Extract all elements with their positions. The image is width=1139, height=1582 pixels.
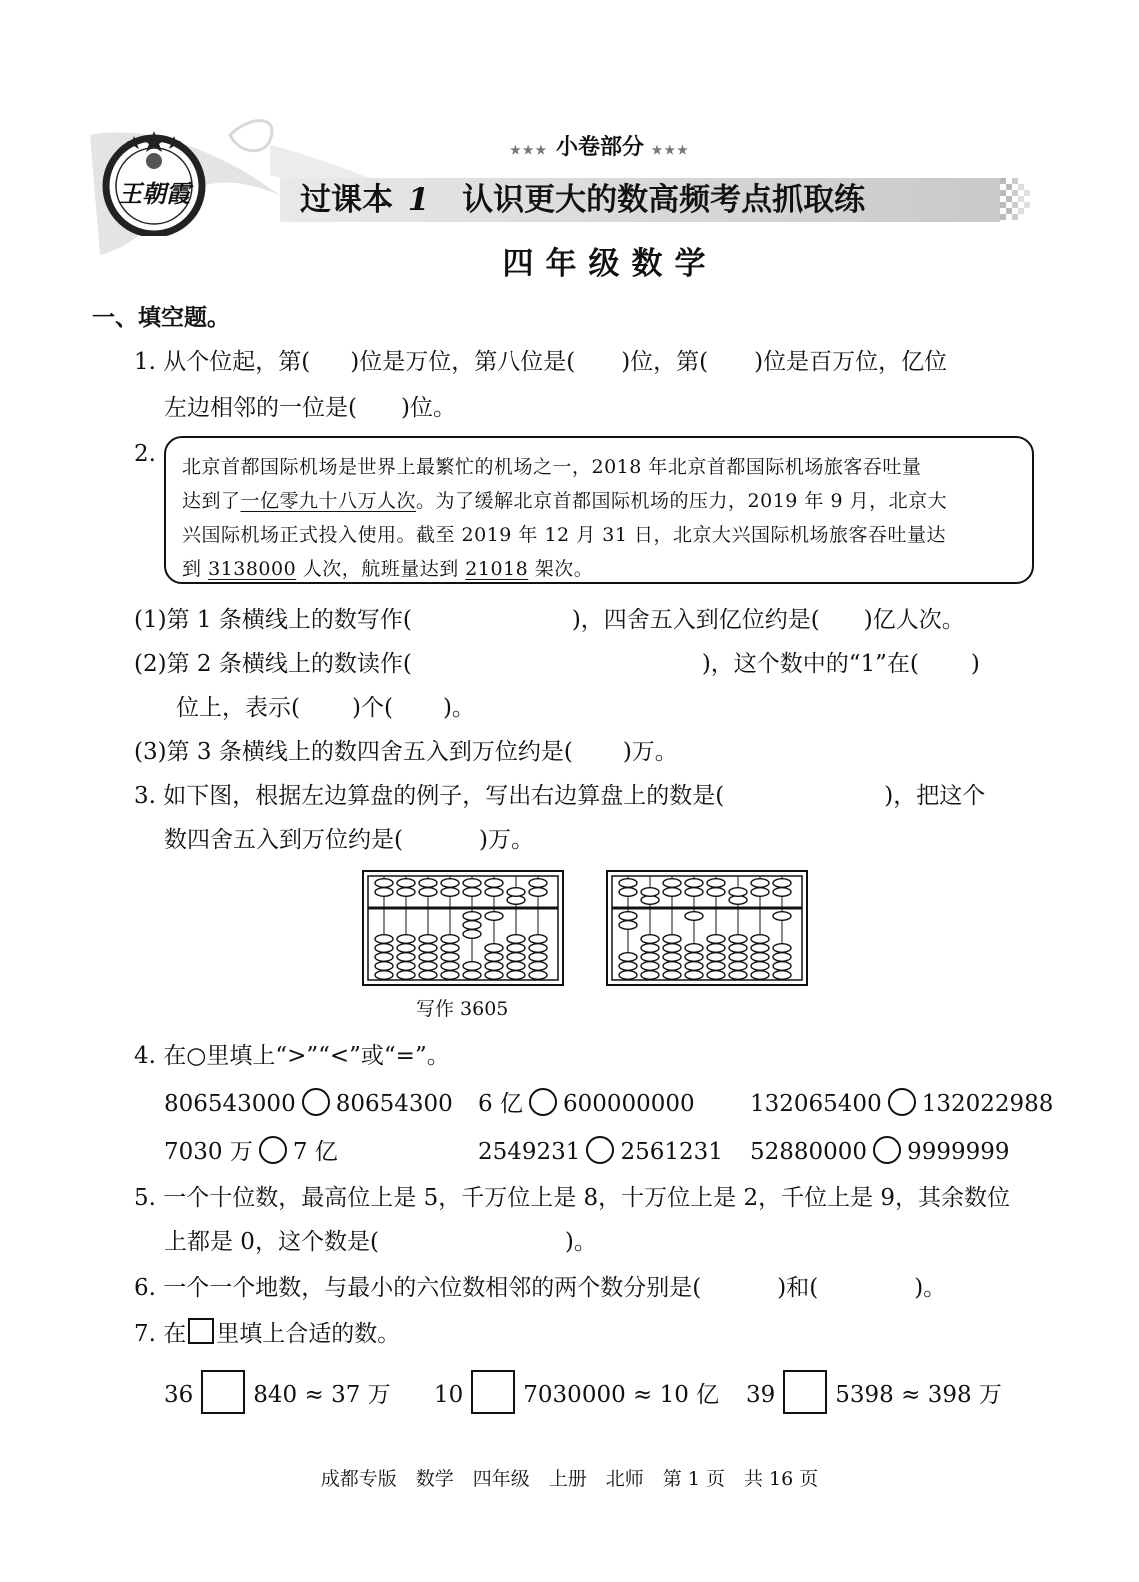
abacus-bead [375, 879, 393, 888]
page-title: 过课本 1 认识更大的数高频考点抓取练 [300, 182, 866, 218]
abacus-bead [463, 971, 481, 980]
abacus-bead [751, 953, 769, 962]
estimate-item: 39 5398 ≈ 398 万 [746, 1370, 1002, 1414]
abacus-bead [707, 879, 725, 888]
abacus-bead [397, 944, 415, 953]
sub-question-1: (1)第 1 条横线上的数写作( )，四舍五入到亿位约是( )亿人次。 [134, 607, 965, 633]
abacus-bead [663, 935, 681, 944]
abacus-bead [463, 921, 481, 930]
estimate-item: 10 7030000 ≈ 10 亿 [434, 1370, 719, 1414]
sub-question-3: (3)第 3 条横线上的数四舍五入到万位约是( )万。 [134, 739, 678, 765]
abacus-bead [507, 888, 525, 897]
abacus-bead [507, 935, 525, 944]
page-footer: 成都专版 数学 四年级 上册 北师 第 1 页 共 16 页 [320, 1468, 819, 1490]
abacus-bead [729, 953, 747, 962]
abacus-bead [707, 888, 725, 897]
compare-circle[interactable] [888, 1088, 916, 1116]
question-2-number: 2. [134, 441, 156, 467]
abacus-bead [773, 879, 791, 888]
abacus-bead [751, 888, 769, 897]
passage-line: 北京首都国际机场是世界上最繁忙的机场之一，2018 年北京首都国际机场旅客吞吐量 [182, 456, 922, 478]
abacus-bead [751, 879, 769, 888]
sub-question-2-line-2: 位上，表示( )个( )。 [176, 695, 475, 721]
abacus-bead [619, 962, 637, 971]
abacus-bead [529, 962, 547, 971]
abacus-bead [507, 953, 525, 962]
passage-box [164, 436, 1034, 584]
abacus-bead [463, 912, 481, 921]
abacus-bead [419, 888, 437, 897]
abacus-bead [397, 879, 415, 888]
abacus-bead [397, 888, 415, 897]
abacus-bead [663, 879, 681, 888]
abacus-bead [397, 953, 415, 962]
question-6: 6. 一个一个地数，与最小的六位数相邻的两个数分别是( )和( )。 [134, 1275, 947, 1301]
abacus-bead [729, 888, 747, 897]
passage-line: 到 3138000 人次，航班量达到 21018 架次。 [182, 558, 594, 580]
abacus-bead [397, 962, 415, 971]
header [0, 0, 1139, 290]
estimate-item: 36 840 ≈ 37 万 [164, 1370, 391, 1414]
abacus-bead [773, 953, 791, 962]
question-1: 1. 从个位起，第( )位是万位，第八位是( )位，第( )位是百万位，亿位 [134, 349, 948, 375]
abacus-bead [463, 962, 481, 971]
abacus-bead [529, 879, 547, 888]
compare-item: 2549231 2561231 [478, 1136, 723, 1168]
abacus-bead [441, 935, 459, 944]
abacus-bead [529, 935, 547, 944]
question-3: 3. 如下图，根据左边算盘的例子，写出右边算盘上的数是( )，把这个 [134, 783, 986, 809]
abacus-bead [707, 971, 725, 980]
question-5: 5. 一个十位数，最高位上是 5，千万位上是 8，十万位上是 2，千位上是 9，其余数位 [134, 1185, 1011, 1211]
compare-circle[interactable] [529, 1088, 557, 1116]
abacus-bead [751, 971, 769, 980]
answer-box[interactable] [201, 1370, 245, 1414]
abacus-bead [685, 953, 703, 962]
abacus-bead [663, 888, 681, 897]
square-box-icon [188, 1318, 214, 1344]
abacus-bead [641, 971, 659, 980]
abacus-bead [641, 935, 659, 944]
abacus-bead [441, 879, 459, 888]
abacus-bead [507, 944, 525, 953]
abacus-bead [663, 971, 681, 980]
abacus-bead [529, 944, 547, 953]
abacus-bead [685, 912, 703, 921]
abacus-caption: 写作 3605 [416, 998, 509, 1020]
abacus-bead [707, 935, 725, 944]
abacus-bead [685, 879, 703, 888]
answer-box[interactable] [783, 1370, 827, 1414]
abacus-bead [485, 879, 503, 888]
question-4: 4. 在○里填上“>”“<”或“=”。 [134, 1043, 450, 1069]
abacus-bead [441, 953, 459, 962]
abacus-bead [397, 935, 415, 944]
abacus-bead [463, 879, 481, 888]
abacus-bead [529, 971, 547, 980]
abacus-bead [419, 879, 437, 888]
abacus-bead [685, 962, 703, 971]
passage-line: 兴国际机场正式投入使用。截至 2019 年 12 月 31 日，北京大兴国际机场旅客吞吐量达 [182, 524, 946, 546]
stars-left-icon: ★★★ [510, 143, 549, 157]
abacus-bead [619, 879, 637, 888]
logo [100, 128, 208, 236]
abacus-bead [773, 944, 791, 953]
abacus-bead [375, 935, 393, 944]
underlined-number-2: 3138000 [208, 558, 297, 580]
part-heading: 一、填空题。 [92, 305, 230, 331]
abacus-bead [529, 953, 547, 962]
abacus-bead [441, 971, 459, 980]
abacus-bead [641, 962, 659, 971]
abacus-bead [729, 971, 747, 980]
abacus-bead [663, 962, 681, 971]
question-7: 7. 在 里填上合适的数。 [134, 1318, 400, 1350]
compare-circle[interactable] [259, 1136, 287, 1164]
abacus-bead [619, 971, 637, 980]
abacus-left [362, 870, 564, 986]
compare-item: 806543000 80654300 [164, 1088, 453, 1120]
abacus-bead [751, 962, 769, 971]
abacus-bead [375, 944, 393, 953]
abacus-bead [773, 971, 791, 980]
abacus-bead [507, 971, 525, 980]
abacus-bead [375, 953, 393, 962]
page-subtitle: 四年级数学 [502, 246, 718, 282]
abacus-bead [641, 888, 659, 897]
abacus-bead [729, 962, 747, 971]
abacus-bead [773, 962, 791, 971]
abacus-bead [463, 930, 481, 939]
abacus-bead [619, 912, 637, 921]
section-label: ★★★ 小卷部分 ★★★ [510, 134, 690, 160]
sub-question-2: (2)第 2 条横线上的数读作( )，这个数中的“1”在( ) [134, 651, 980, 677]
abacus-bead [375, 971, 393, 980]
abacus-bead [397, 971, 415, 980]
abacus-bead [485, 944, 503, 953]
abacus-bead [485, 888, 503, 897]
compare-item: 52880000 9999999 [750, 1136, 1010, 1168]
abacus-bead [485, 971, 503, 980]
abacus-bead [707, 953, 725, 962]
abacus-bead [419, 935, 437, 944]
abacus-bead [485, 912, 503, 921]
abacus-bead [419, 944, 437, 953]
abacus-bead [685, 888, 703, 897]
abacus-bead [729, 935, 747, 944]
abacus-bead [463, 888, 481, 897]
abacus-bead [707, 962, 725, 971]
abacus-bead [419, 962, 437, 971]
abacus-bead [773, 912, 791, 921]
abacus-bead [485, 953, 503, 962]
abacus-bead [441, 944, 459, 953]
compare-item: 132065400 132022988 [750, 1088, 1053, 1120]
abacus-bead [773, 888, 791, 897]
abacus-bead [751, 944, 769, 953]
question-3-line-2: 数四舍五入到万位约是( )万。 [164, 827, 534, 853]
compare-item: 7030 万 7 亿 [164, 1136, 338, 1168]
abacus-bead [375, 962, 393, 971]
passage-line: 达到了一亿零九十八万人次。为了缓解北京首都国际机场的压力，2019 年 9 月，北京大 [182, 490, 948, 512]
question-5-line-2: 上都是 0，这个数是( )。 [164, 1229, 597, 1255]
compare-circle[interactable] [302, 1088, 330, 1116]
abacus-bead [751, 935, 769, 944]
abacus-bead [507, 962, 525, 971]
abacus-bead [619, 921, 637, 930]
abacus-bead [685, 944, 703, 953]
abacus-bead [419, 971, 437, 980]
question-1-line-2: 左边相邻的一位是( )位。 [164, 395, 456, 421]
abacus-bead [685, 971, 703, 980]
underlined-number-1: 一亿零九十八万人次 [240, 490, 417, 512]
abacus-bead [619, 888, 637, 897]
underlined-number-3: 21018 [465, 558, 529, 580]
abacus-bead [529, 888, 547, 897]
stars-right-icon: ★★★ [651, 143, 690, 157]
compare-item: 6 亿 600000000 [478, 1088, 695, 1120]
abacus-bead [729, 944, 747, 953]
abacus-bead [641, 944, 659, 953]
abacus-right [606, 870, 808, 986]
abacus-bead [441, 888, 459, 897]
checker-pattern [1000, 178, 1040, 222]
abacus-bead [375, 888, 393, 897]
abacus-bead [419, 953, 437, 962]
abacus-bead [441, 962, 459, 971]
abacus-bead [641, 953, 659, 962]
abacus-bead [485, 962, 503, 971]
compare-circle[interactable] [586, 1136, 614, 1164]
abacus-bead [707, 944, 725, 953]
abacus-bead [663, 953, 681, 962]
answer-box[interactable] [471, 1370, 515, 1414]
compare-circle[interactable] [873, 1136, 901, 1164]
logo-text: 王朝霞 [118, 179, 190, 208]
abacus-bead [619, 953, 637, 962]
abacus-bead [663, 944, 681, 953]
